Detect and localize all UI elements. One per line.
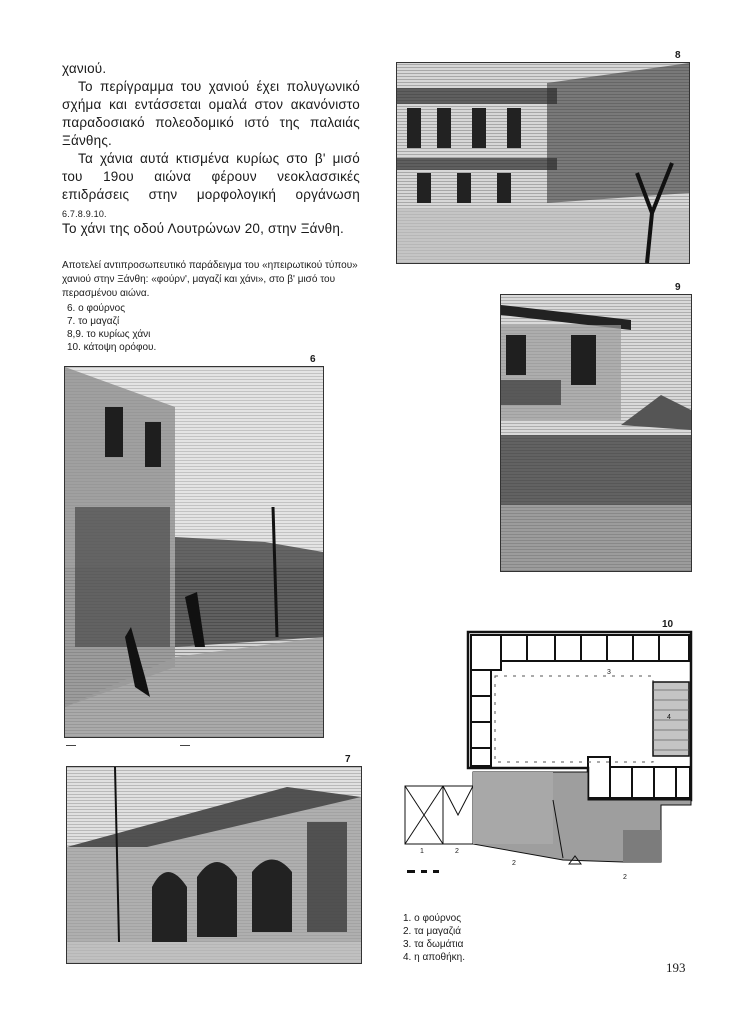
caption-intro: Αποτελεί αντιπροσωπευτικό παράδειγμα του «ηπειρωτικού τύπου» χανιού στην Ξάνθη: «φούρν', μαγαζί και χάνι», στο β' μισό του περασμένου αιώνα. <box>62 260 358 299</box>
plan-label-shop-2: 2 <box>455 848 459 855</box>
figure-9-photo <box>500 294 692 572</box>
legend-item: 3. τα δωμάτια <box>403 939 464 950</box>
plan-label-room-3: 3 <box>607 669 611 676</box>
page-number: 193 <box>666 960 686 975</box>
figure-9-number: 9 <box>675 282 681 293</box>
paragraph-2-ref: 6.7.8.9.10. <box>62 209 107 219</box>
caption-item: 7. το μαγαζί <box>67 316 120 327</box>
legend-item: 4. η αποθήκη. <box>403 952 466 963</box>
figure-7-number: 7 <box>345 754 351 765</box>
plan-label-shop-2: 2 <box>623 874 627 881</box>
legend-item: 1. ο φούρνος <box>403 913 462 924</box>
figure-8-number: 8 <box>675 50 681 61</box>
figure-10-floor-plan <box>403 630 693 886</box>
figure-6-photo <box>64 366 324 738</box>
paragraph-1: Το περίγραμμα του χανιού έχει πολυγωνικό σχήμα και εντάσσεται ομαλά στον ακανόνιστο παραδοσιακό πολεοδομικό ιστό της παλαιάς Ξάνθης. <box>62 79 360 148</box>
legend-item: 2. τα μαγαζιά <box>403 926 462 937</box>
paragraph-3: Το χάνι της οδού Λουτρώνων 20, στην Ξάνθη. <box>62 221 345 236</box>
figure-6-number: 6 <box>310 354 316 365</box>
figure-6-crop-mark <box>66 745 76 746</box>
figure-10-number: 10 <box>662 619 674 630</box>
floor-plan-drawing <box>403 630 693 886</box>
plan-legend <box>403 912 603 964</box>
inn-gallery-illustration <box>501 295 691 571</box>
plan-label-storeroom-4: 4 <box>667 714 671 721</box>
plan-label-shop-2: 2 <box>512 860 516 867</box>
caption-item: 8,9. το κυρίως χάνι <box>67 329 151 340</box>
paragraph-0: χανιού. <box>62 61 107 76</box>
figure-6-crop-mark <box>180 745 190 746</box>
paragraph-2-text: Τα χάνια αυτά κτισμένα κυρίως στο β' μισό του 19ου αιώνα φέρουν νεοκλασσικές επιδράσεις στην μορφολογική οργάνωση <box>62 151 360 202</box>
caption-list <box>67 302 327 354</box>
figure-8-photo <box>396 62 690 264</box>
shop-facade-illustration <box>67 767 361 963</box>
paragraph-2 <box>62 150 360 223</box>
figure-7-photo <box>66 766 362 964</box>
caption-item: 6. ο φούρνος <box>67 303 126 314</box>
caption-item: 10. κάτοψη ορόφου. <box>67 342 157 353</box>
plan-label-bakery-1: 1 <box>420 848 424 855</box>
courtyard-building-illustration <box>397 63 689 263</box>
street-bakery-illustration <box>65 367 323 737</box>
